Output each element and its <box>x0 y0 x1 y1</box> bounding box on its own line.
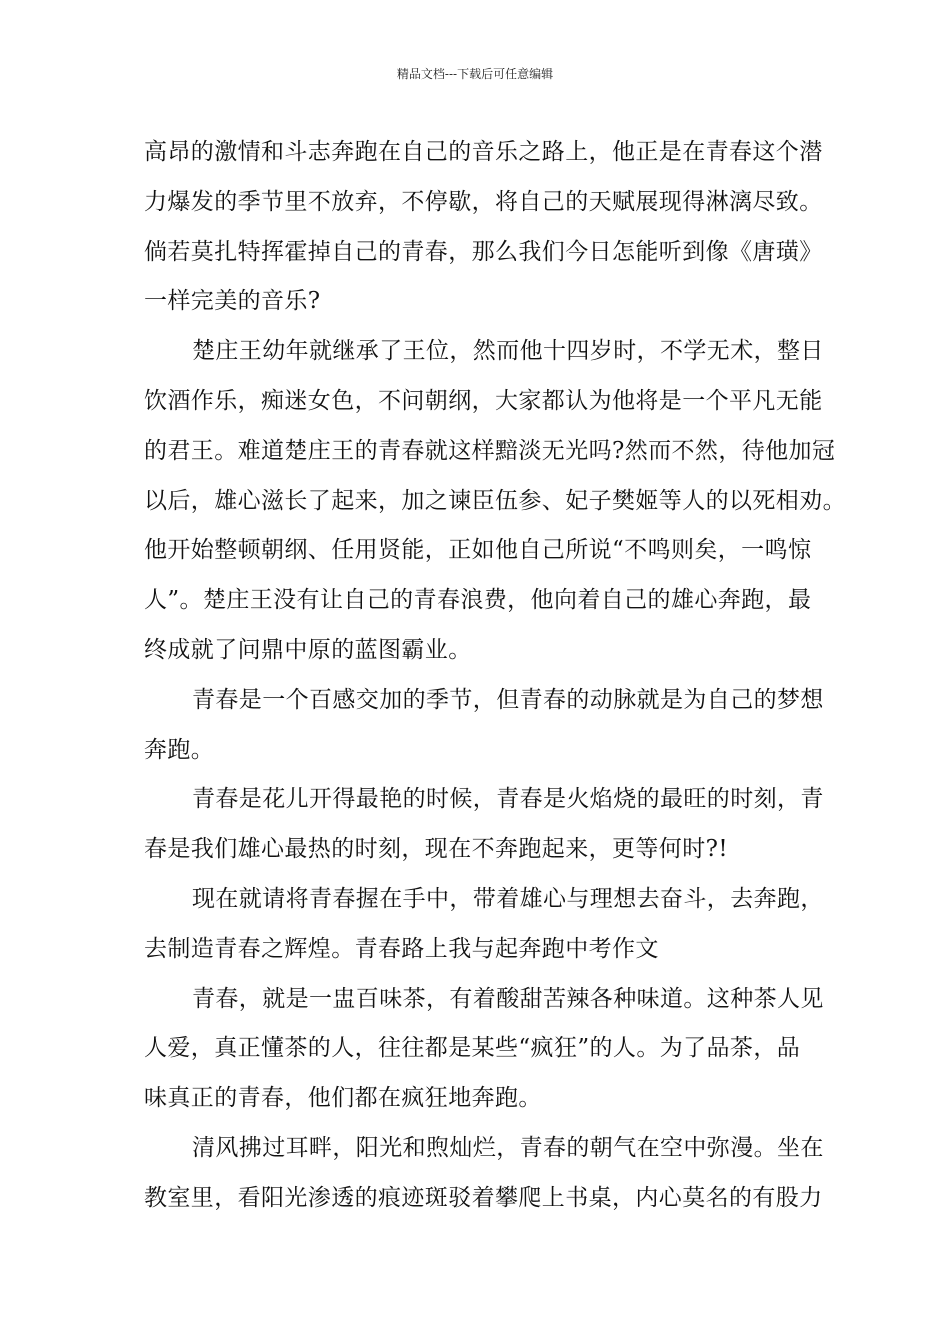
text-line: 青春，就是一盅百味茶，有着酸甜苦辣各种味道。这种茶人见 <box>192 985 824 1012</box>
text-line: 奔跑。 <box>144 736 215 763</box>
text-line: 去制造青春之辉煌。青春路上我与起奔跑中考作文 <box>144 935 659 962</box>
text-line: 楚庄王幼年就继承了王位，然而他十四岁时，不学无术，整日 <box>192 338 824 365</box>
text-line: 倘若莫扎特挥霍掉自己的青春，那么我们今日怎能听到像《唐璜》 <box>144 238 823 265</box>
text-line: 人爱，真正懂茶的人，往往都是某些“疯狂”的人。为了品茶，品 <box>144 1035 801 1062</box>
text-line: 教室里，看阳光渗透的痕迹斑驳着攀爬上书桌，内心莫名的有股力 <box>144 1184 823 1211</box>
text-line: 以后，雄心滋长了起来，加之谏臣伍参、妃子樊姬等人的以死相劝。 <box>144 487 846 514</box>
text-line: 味真正的青春，他们都在疯狂地奔跑。 <box>144 1085 542 1112</box>
text-line: 清风拂过耳畔，阳光和煦灿烂，青春的朝气在空中弥漫。坐在 <box>192 1134 824 1161</box>
text-line: 青春是一个百感交加的季节，但青春的动脉就是为自己的梦想 <box>192 686 824 713</box>
text-line: 的君王。难道楚庄王的青春就这样黯淡无光吗?然而不然，待他加冠 <box>144 437 836 464</box>
page-header: 精品文档---下载后可任意编辑 <box>396 67 554 81</box>
text-line: 青春是花儿开得最艳的时候，青春是火焰烧的最旺的时刻，青 <box>192 786 824 813</box>
text-line: 现在就请将青春握在手中，带着雄心与理想去奋斗，去奔跑， <box>192 885 824 912</box>
text-line: 春是我们雄心最热的时刻，现在不奔跑起来，更等何时?! <box>144 836 728 863</box>
text-line: 力爆发的季节里不放弃，不停歇，将自己的天赋展现得淋漓尽致。 <box>144 188 823 215</box>
text-line: 饮酒作乐，痴迷女色，不问朝纲，大家都认为他将是一个平凡无能 <box>144 387 823 414</box>
text-line: 高昂的激情和斗志奔跑在自己的音乐之路上，他正是在青春这个潜 <box>144 139 823 165</box>
text-line: 终成就了问鼎中原的蓝图霸业。 <box>144 636 472 663</box>
text-line: 一样完美的音乐? <box>144 288 321 315</box>
body-text <box>144 132 846 1228</box>
text-line: 人”。楚庄王没有让自己的青春浪费，他向着自己的雄心奔跑，最 <box>144 587 812 614</box>
text-line: 他开始整顿朝纲、任用贤能，正如他自己所说“不鸣则矣，一鸣惊 <box>144 537 812 564</box>
